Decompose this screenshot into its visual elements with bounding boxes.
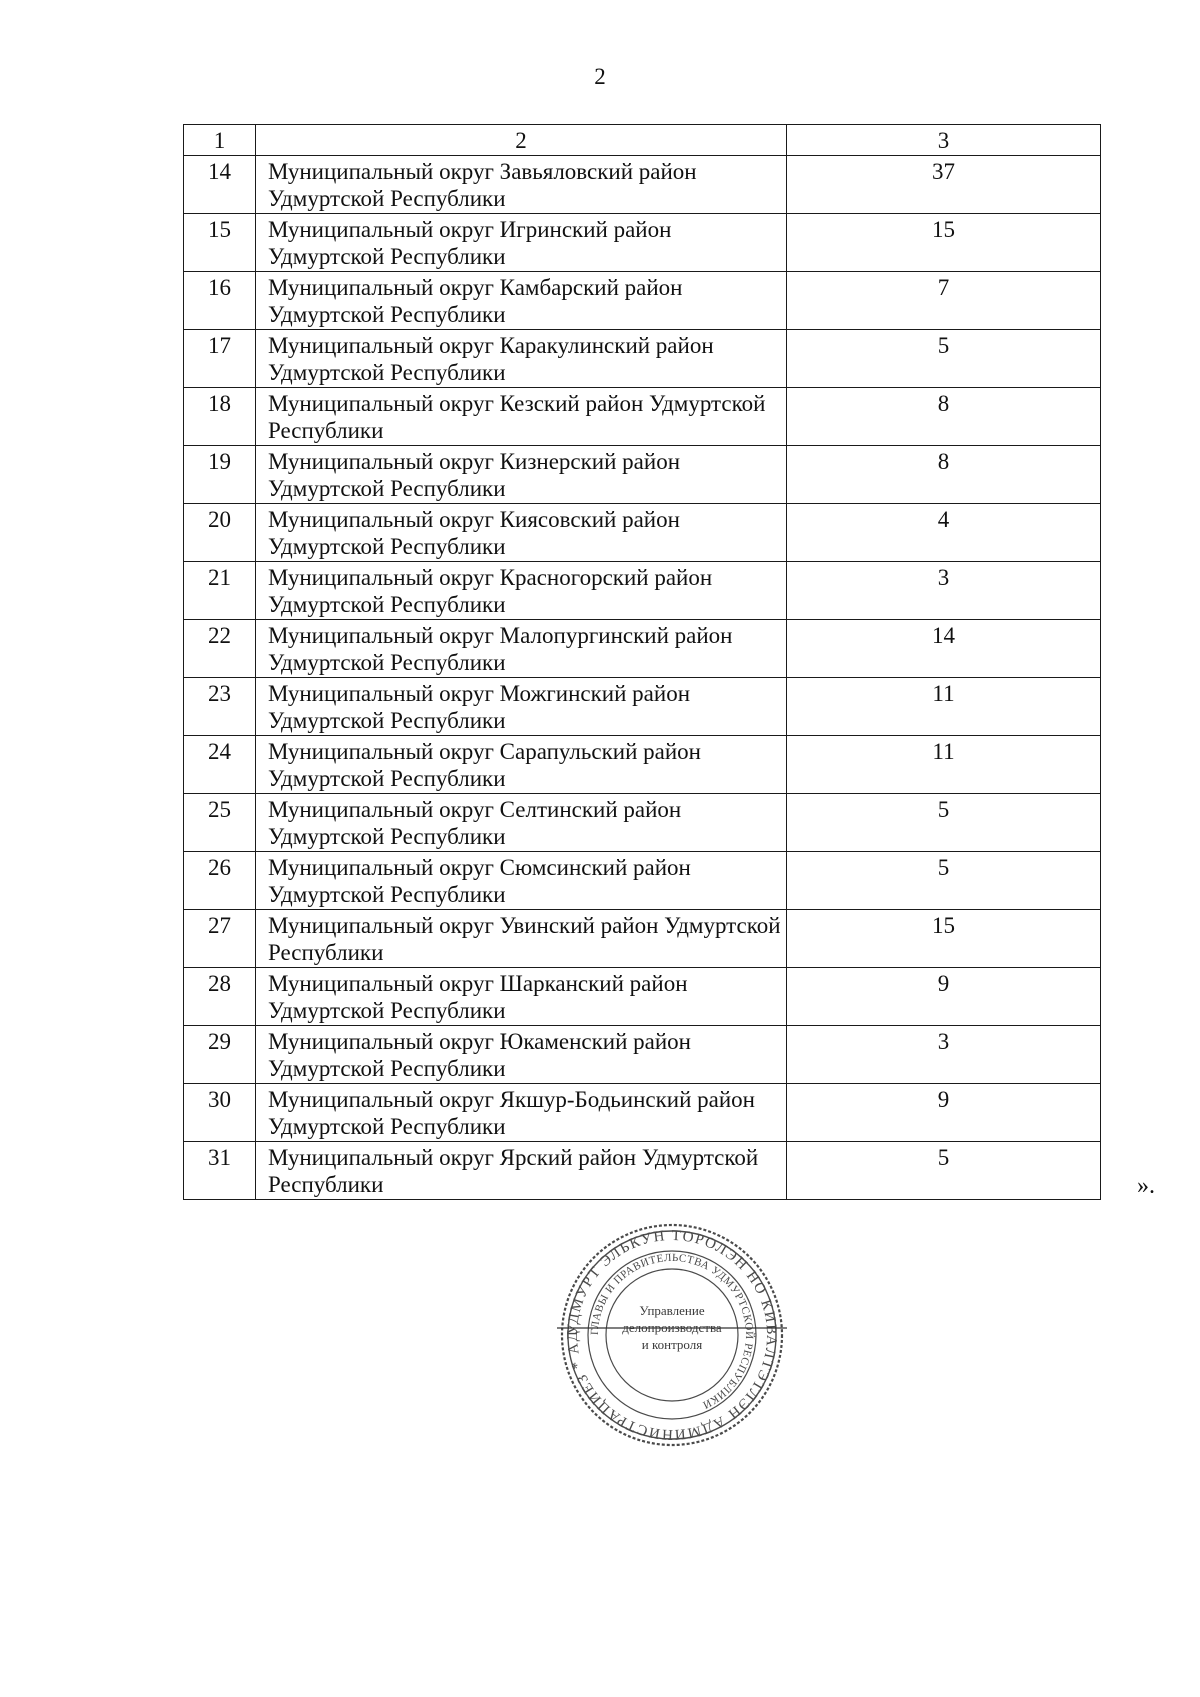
district-value: 15 xyxy=(787,214,1101,272)
row-number: 17 xyxy=(184,330,256,388)
row-number: 19 xyxy=(184,446,256,504)
table-row xyxy=(184,562,1101,620)
table-row xyxy=(184,910,1101,968)
district-value: 3 xyxy=(787,1026,1101,1084)
district-value: 11 xyxy=(787,736,1101,794)
district-value: 4 xyxy=(787,504,1101,562)
district-value: 14 xyxy=(787,620,1101,678)
district-name: Муниципальный округ Селтинский район Удмуртской Республики xyxy=(256,794,787,852)
district-name: Муниципальный округ Якшур-Бодьинский район Удмуртской Республики xyxy=(256,1084,787,1142)
table-row xyxy=(184,156,1101,214)
row-number: 22 xyxy=(184,620,256,678)
seal-center-line: и контроля xyxy=(641,1337,703,1352)
row-number: 14 xyxy=(184,156,256,214)
district-value: 7 xyxy=(787,272,1101,330)
row-number: 20 xyxy=(184,504,256,562)
districts-table xyxy=(183,124,1101,1200)
table-row xyxy=(184,272,1101,330)
seal-center-line: делопроизводства xyxy=(622,1320,722,1335)
table-row xyxy=(184,504,1101,562)
row-number: 16 xyxy=(184,272,256,330)
page-number: 2 xyxy=(594,64,606,89)
district-value: 8 xyxy=(787,446,1101,504)
district-value: 5 xyxy=(787,794,1101,852)
table-row xyxy=(184,794,1101,852)
district-name: Муниципальный округ Кезский район Удмуртской Республики xyxy=(256,388,787,446)
header-col-2: 2 xyxy=(256,125,787,156)
row-number: 18 xyxy=(184,388,256,446)
district-name: Муниципальный округ Каракулинский район Удмуртской Республики xyxy=(256,330,787,388)
district-name: Муниципальный округ Увинский район Удмуртской Республики xyxy=(256,910,787,968)
district-value: 9 xyxy=(787,968,1101,1026)
district-value: 15 xyxy=(787,910,1101,968)
table-row xyxy=(184,330,1101,388)
district-value: 11 xyxy=(787,678,1101,736)
seal-inner-text: ГЛАВЫ И ПРАВИТЕЛЬСТВА УДМУРТСКОЙ РЕСПУБЛИКИ xyxy=(588,1251,756,1411)
table-row xyxy=(184,678,1101,736)
district-name: Муниципальный округ Кизнерский район Удмуртской Республики xyxy=(256,446,787,504)
district-name: Муниципальный округ Игринский район Удмуртской Республики xyxy=(256,214,787,272)
district-value: 9 xyxy=(787,1084,1101,1142)
district-name: Муниципальный округ Ярский район Удмуртской Республики xyxy=(256,1142,787,1200)
district-value: 37 xyxy=(787,156,1101,214)
district-name: Муниципальный округ Малопургинский район Удмуртской Республики xyxy=(256,620,787,678)
district-name: Муниципальный округ Завьяловский район Удмуртской Республики xyxy=(256,156,787,214)
table-row xyxy=(184,1142,1101,1200)
table-row xyxy=(184,736,1101,794)
table-header-row xyxy=(184,125,1101,156)
district-value: 8 xyxy=(787,388,1101,446)
row-number: 29 xyxy=(184,1026,256,1084)
district-name: Муниципальный округ Юкаменский район Удмуртской Республики xyxy=(256,1026,787,1084)
seal-outer-text: УДМУРТ ЭЛЬКУН ТОРОЛЭН НО КИВАЛТЭТЛЭН АДМИНИСТРАЦИЕЗ * АД xyxy=(564,1227,780,1443)
district-value: 3 xyxy=(787,562,1101,620)
table-row xyxy=(184,214,1101,272)
district-name: Муниципальный округ Сюмсинский район Удмуртской Республики xyxy=(256,852,787,910)
district-value: 5 xyxy=(787,1142,1101,1200)
district-name: Муниципальный округ Шарканский район Удмуртской Республики xyxy=(256,968,787,1026)
row-number: 26 xyxy=(184,852,256,910)
seal-center-text xyxy=(597,1302,747,1353)
row-number: 24 xyxy=(184,736,256,794)
row-number: 31 xyxy=(184,1142,256,1200)
district-value: 5 xyxy=(787,330,1101,388)
row-number: 23 xyxy=(184,678,256,736)
table-row xyxy=(184,968,1101,1026)
header-col-3: 3 xyxy=(787,125,1101,156)
official-seal xyxy=(557,1220,787,1450)
row-number: 25 xyxy=(184,794,256,852)
seal-center-line: Управление xyxy=(639,1303,705,1318)
row-number: 21 xyxy=(184,562,256,620)
table-row xyxy=(184,388,1101,446)
row-number: 15 xyxy=(184,214,256,272)
row-number: 27 xyxy=(184,910,256,968)
table-row xyxy=(184,1084,1101,1142)
table-row xyxy=(184,620,1101,678)
row-number: 28 xyxy=(184,968,256,1026)
district-name: Муниципальный округ Красногорский район Удмуртской Республики xyxy=(256,562,787,620)
district-name: Муниципальный округ Можгинский район Удмуртской Республики xyxy=(256,678,787,736)
closing-quote-mark: ». xyxy=(1137,1173,1155,1199)
row-number: 30 xyxy=(184,1084,256,1142)
district-name: Муниципальный округ Камбарский район Удмуртской Республики xyxy=(256,272,787,330)
table-row xyxy=(184,446,1101,504)
district-name: Муниципальный округ Киясовский район Удмуртской Республики xyxy=(256,504,787,562)
table-row xyxy=(184,852,1101,910)
district-name: Муниципальный округ Сарапульский район Удмуртской Республики xyxy=(256,736,787,794)
header-col-1: 1 xyxy=(184,125,256,156)
table-row xyxy=(184,1026,1101,1084)
district-value: 5 xyxy=(787,852,1101,910)
